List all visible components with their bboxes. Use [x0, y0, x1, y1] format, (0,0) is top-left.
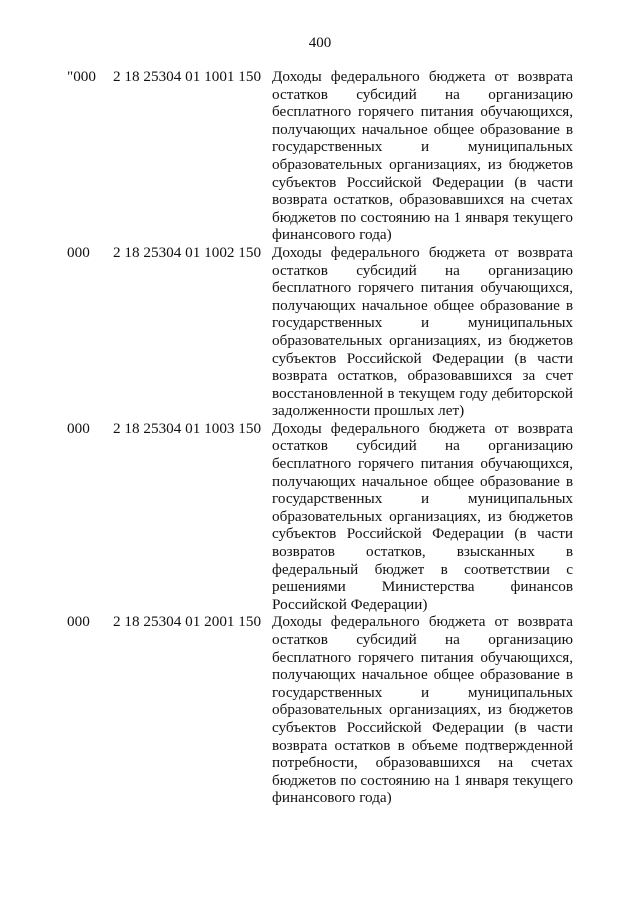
revenue-description: Доходы федерального бюджета от возврата остатков субсидий на организацию бесплатного горячего питания обучающихся, получающих начальное общее образование в государственных и муниципальных образовательных организациях, из бюджетов субъектов Российской Федерации (в части возврата остатков, образовавшихся за счет восстановленной в текущем году дебиторской задолженности прошлых лет) — [272, 243, 573, 420]
revenue-description: Доходы федерального бюджета от возврата остатков субсидий на организацию бесплатного горячего питания обучающихся, получающих начальное общее образование в государственных и муниципальных образовательных организациях, из бюджетов субъектов Российской Федерации (в части возврата остатков, образовавшихся на счетах бюджетов по состоянию на 1 января текущего финансового года) — [272, 68, 573, 244]
admin-code: 000 — [67, 613, 90, 631]
admin-code: "000 — [67, 68, 96, 85]
table-row — [0, 613, 640, 807]
admin-code: 000 — [67, 419, 90, 437]
revenue-description: Доходы федерального бюджета от возврата остатков субсидий на организацию бесплатного горячего питания обучающихся, получающих начальное общее образование в государственных и муниципальных образовательных организациях, из бюджетов субъектов Российской Федерации (в части возврата остатков в объеме подтвержденной потребности, образовавшихся на счетах бюджетов по состоянию на 1 января текущего финансового года) — [272, 613, 573, 807]
revenue-code: 2 18 25304 01 1002 150 — [113, 243, 262, 261]
page-number: 400 — [308, 35, 332, 51]
revenue-description: Доходы федерального бюджета от возврата остатков субсидий на организацию бесплатного горячего питания обучающихся, получающих начальное общее образование в государственных и муниципальных образовательных организациях, из бюджетов субъектов Российской Федерации (в части возвратов остатков, взысканных в федеральный бюджет в соответствии с решениями Министерства финансов Российской Федерации) — [272, 419, 573, 613]
revenue-code: 2 18 25304 01 1001 150 — [113, 68, 262, 85]
admin-code: 000 — [67, 243, 90, 261]
table-row — [0, 244, 640, 420]
table-row — [0, 420, 640, 614]
classification-table — [0, 68, 640, 807]
table-row — [0, 68, 640, 244]
revenue-code: 2 18 25304 01 1003 150 — [113, 419, 262, 437]
revenue-code: 2 18 25304 01 2001 150 — [113, 613, 262, 631]
